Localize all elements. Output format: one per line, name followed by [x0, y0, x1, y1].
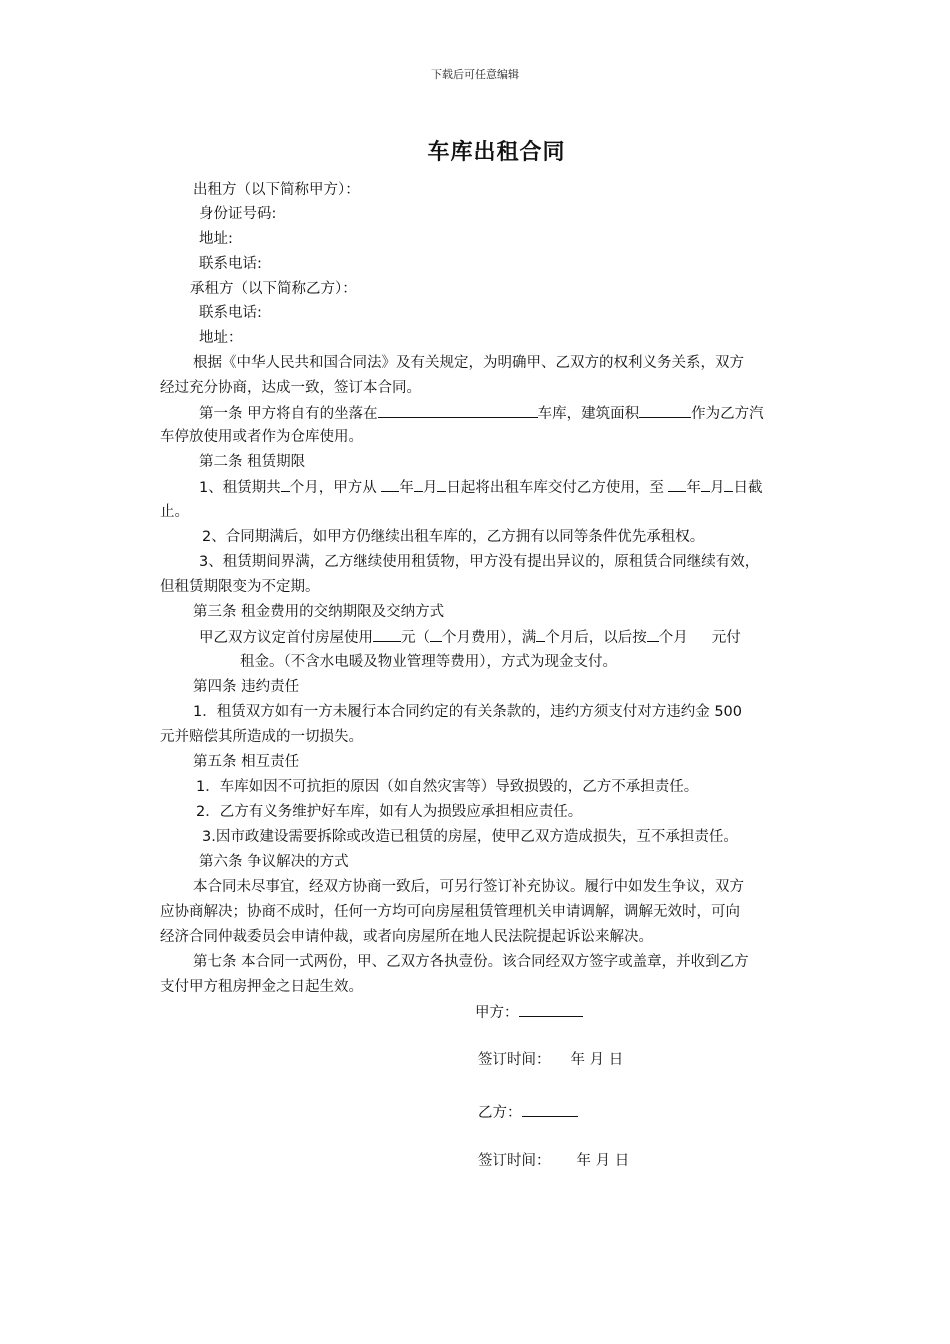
- article-3-line-1: [199, 627, 741, 648]
- text-segment: 元付: [711, 630, 741, 646]
- preamble-line-1: 根据《中华人民共和国合同法》及有关规定，为明确甲、乙双方的权利义务关系，双方: [193, 355, 744, 371]
- lessee-phone-label: 联系电话:: [199, 305, 262, 321]
- text-segment: 个月后，以后按: [545, 630, 647, 646]
- article-6-line-2: 应协商解决；协商不成时，任何一方均可向房屋租赁管理机关申请调解，调解无效时，可向: [160, 904, 740, 920]
- lessee-label: 承租方（以下简称乙方）：: [190, 281, 357, 297]
- text-segment: 年: [686, 480, 701, 496]
- payment-interval-blank[interactable]: [647, 627, 659, 642]
- lessor-id-label: 身份证号码:: [199, 206, 277, 222]
- article-1-text-a: 第一条 甲方将自有的坐落在: [199, 406, 378, 422]
- article-5-item-3: 3.因市政建设需要拆除或改造已租赁的房屋，使甲乙双方造成损失，互不承担责任。: [202, 829, 738, 845]
- lessee-address-label: 地址：: [199, 330, 243, 346]
- lessor-address-label: 地址:: [199, 231, 233, 247]
- text-segment: 日起将出租车库交付乙方使用，至: [446, 480, 669, 496]
- text-segment: 年: [399, 480, 414, 496]
- preamble-line-2: 经过充分协商，达成一致，签订本合同。: [160, 380, 421, 396]
- article-3-line-2: 租金。（不含水电暖及物业管理等费用），方式为现金支付。: [240, 654, 617, 670]
- date-a-label: 签订时间：: [478, 1052, 551, 1068]
- article-1-line-2: 车停放使用或者作为仓库使用。: [160, 429, 363, 445]
- date-a-value: 年 月 日: [570, 1052, 624, 1068]
- article-6-title: 第六条 争议解决的方式: [199, 854, 349, 870]
- article-3-title: 第三条 租金费用的交纳期限及交纳方式: [193, 604, 445, 620]
- signature-date-b: [478, 1151, 629, 1171]
- article-4-item-1-line-1: 1．租赁双方如有一方未履行本合同约定的有关条款的，违约方须支付对方违约金 500: [193, 704, 743, 720]
- article-4-item-1-line-2: 元并赔偿其所造成的一切损失。: [160, 729, 363, 745]
- article-6-line-1: 本合同未尽事宜，经双方协商一致后，可另行签订补充协议。履行中如发生争议，双方: [193, 879, 744, 895]
- signature-party-a: [475, 1002, 583, 1023]
- text-segment: 月: [422, 480, 438, 496]
- first-payment-blank[interactable]: [373, 627, 401, 642]
- text-segment: 元（: [401, 630, 430, 646]
- location-blank[interactable]: [378, 403, 538, 418]
- party-a-signature-blank[interactable]: [519, 1002, 583, 1017]
- party-a-label: 甲方：: [475, 1005, 519, 1021]
- article-5-title: 第五条 相互责任: [193, 754, 300, 770]
- start-year-blank[interactable]: [381, 477, 399, 492]
- article-2-item-3-line-1: 3、租赁期间界满，乙方继续使用租赁物，甲方没有提出异议的，原租赁合同继续有效，: [199, 554, 760, 570]
- lessor-label: 出租方（以下简称甲方）：: [193, 182, 360, 198]
- header-note: 下载后可任意编辑: [431, 68, 519, 81]
- article-7-line-1: 第七条 本合同一式两份，甲、乙双方各执壹份。该合同经双方签字或盖章，并收到乙方: [193, 954, 749, 970]
- article-7-line-2: 支付甲方租房押金之日起生效。: [160, 979, 363, 995]
- end-month-blank[interactable]: [701, 477, 710, 492]
- article-4-title: 第四条 违约责任: [193, 679, 300, 695]
- text-segment: 个月，甲方从: [289, 480, 382, 496]
- months-covered-blank[interactable]: [430, 627, 442, 642]
- date-b-label: 签订时间：: [478, 1153, 551, 1169]
- article-1-text-b: 车库，建筑面积: [537, 406, 640, 422]
- text-segment: 月: [709, 480, 725, 496]
- article-2-item-1: [199, 477, 762, 498]
- text-segment: 个月费用），满: [442, 630, 537, 646]
- article-2-item-1-line-2: 止。: [160, 504, 189, 520]
- article-2-title: 第二条 租赁期限: [199, 454, 306, 470]
- text-segment: 1、租赁期共: [199, 480, 281, 496]
- text-segment: 甲乙双方议定首付房屋使用: [199, 630, 373, 646]
- article-2-item-2: 2、合同期满后，如甲方仍继续出租车库的，乙方拥有以同等条件优先承租权。: [202, 529, 705, 545]
- term-blank[interactable]: [281, 477, 290, 492]
- signature-date-a: [478, 1050, 623, 1070]
- area-blank[interactable]: [639, 403, 691, 418]
- document-title: 车库出租合同: [427, 140, 566, 165]
- date-b-value: 年 月 日: [576, 1153, 630, 1169]
- signature-party-b: [478, 1102, 578, 1123]
- article-5-item-1: 1．车库如因不可抗拒的原因（如自然灾害等）导致损毁的，乙方不承担责任。: [196, 779, 699, 795]
- article-2-item-3-line-2: 但租赁期限变为不定期。: [160, 579, 320, 595]
- article-5-item-2: 2．乙方有义务维护好车库，如有人为损毁应承担相应责任。: [196, 804, 583, 820]
- text-segment: 个月: [658, 630, 688, 646]
- party-b-label: 乙方：: [478, 1105, 522, 1121]
- text-segment: 日截: [733, 480, 763, 496]
- party-b-signature-blank[interactable]: [522, 1102, 578, 1117]
- after-months-blank[interactable]: [536, 627, 545, 642]
- start-day-blank[interactable]: [437, 477, 446, 492]
- article-1-line-1: [199, 403, 764, 424]
- article-1-text-c: 作为乙方汽: [691, 406, 764, 422]
- lessor-phone-label: 联系电话:: [199, 256, 262, 272]
- article-6-line-3: 经济合同仲裁委员会申请仲裁，或者向房屋所在地人民法院提起诉讼来解决。: [160, 929, 653, 945]
- start-month-blank[interactable]: [414, 477, 423, 492]
- end-year-blank[interactable]: [668, 477, 686, 492]
